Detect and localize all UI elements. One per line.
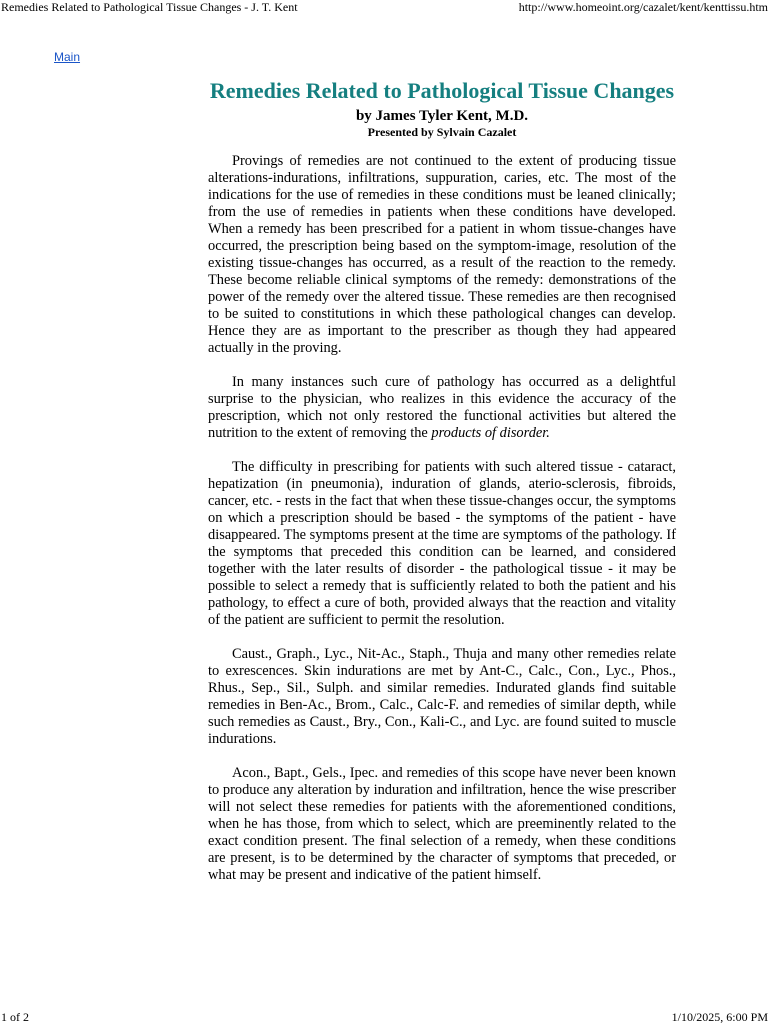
paragraph-5: Acon., Bapt., Gels., Ipec. and remedies of this scope have never been known to produce any alteration by induration and infiltration, hence the wise prescriber will not select these remedies for patients with the aforementioned conditions, when he has those, from which to select, which are preeminently related to the exact condition present. The final selection of a remedy, when these conditions are present, is to be determined by the character of symptoms that preceded, or what may be present and indicative of the patient himself.	[208, 765, 676, 883]
page-title: Remedies Related to Pathological Tissue Changes	[209, 78, 675, 103]
article	[208, 78, 676, 884]
print-header	[0, 0, 768, 16]
paragraph-2-text: In many instances such cure of pathology has occurred as a delightful surprise to the physician, who realizes in this evidence the accuracy of the prescription, which not only restored the functional activities but altered the nutrition to the extent of removing the	[208, 374, 676, 441]
paragraph-2-emphasis: products of disorder.	[431, 425, 550, 441]
paragraph-4: Caust., Graph., Lyc., Nit-Ac., Staph., Thuja and many other remedies relate to exrescences. Skin indurations are met by Ant-C., Calc., Con., Lyc., Phos., Rhus., Sep., Sil., Sulph. and similar remedies. Indurated glands find suitable remedies in Ben-Ac., Brom., Calc., Calc-F. and remedies of similar depth, while such remedies as Caust., Bry., Con., Kali-C., and Lyc. are found suited to muscle indurations.	[208, 646, 676, 747]
print-footer	[0, 1010, 768, 1024]
article-presenter: Presented by Sylvain Cazalet	[367, 125, 517, 139]
print-header-title: Remedies Related to Pathological Tissue Changes - J. T. Kent	[1, 0, 298, 14]
main-link[interactable]: Main	[54, 50, 81, 64]
print-datetime: 1/10/2025, 6:00 PM	[671, 1010, 768, 1024]
article-author: by James Tyler Kent, M.D.	[355, 108, 529, 124]
print-header-url: http://www.homeoint.org/cazalet/kent/kenttissu.htm	[518, 0, 768, 14]
page-number: 1 of 2	[1, 1010, 29, 1024]
paragraph-2	[208, 374, 676, 442]
paragraph-3: The difficulty in prescribing for patients with such altered tissue - cataract, hepatization (in pneumonia), induration of glands, aterio-sclerosis, fibroids, cancer, etc. - rests in the fact that when these tissue-changes occur, the symptoms on which a prescription should be based - the symptoms of the patient - have disappeared. The symptoms present at the time are symptoms of the pathology. If the symptoms that preceded this condition can be learned, and considered together with the later results of disorder - the pathological tissue - it may be possible to select a remedy that is sufficiently related to both the patient and his pathology, to effect a cure of both, provided always that the reaction and vitality of the patient are sufficient to permit the resolution.	[208, 459, 676, 628]
paragraph-1: Provings of remedies are not continued to the extent of producing tissue alterations-indurations, infiltrations, suppuration, caries, etc. The most of the indications for the use of remedies in these conditions must be leaned clinically; from the use of remedies in patients when these conditions have developed. When a remedy has been prescribed for a patient in whom tissue-changes have occurred, the prescription being based on the symptom-image, resolution of the existing tissue-changes has occurred, as a result of the reaction to the remedy. These become reliable clinical symptoms of the remedy: demonstrations of the power of the remedy over the altered tissue. These remedies are then recognised to be suited to constitutions in which these pathological changes can develop. Hence they are as important to the prescriber as though they had appeared actually in the proving.	[208, 153, 676, 356]
